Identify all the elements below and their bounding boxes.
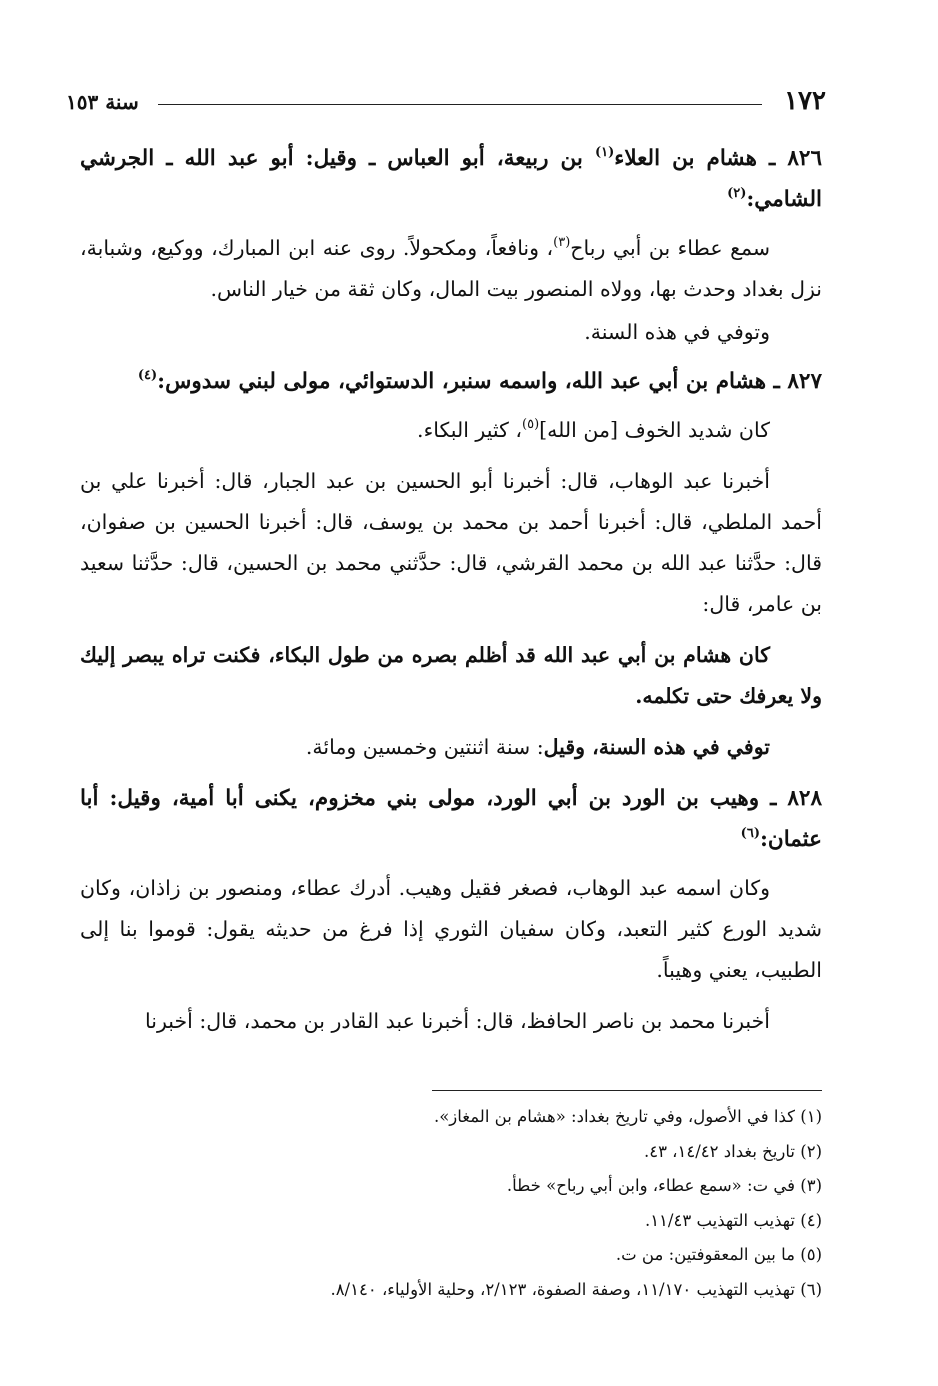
- header-rule: [158, 104, 762, 105]
- quote-paragraph: كان هشام بن أبي عبد الله قد أظلم بصره من طول البكاء، فكنت تراه يبصر إليك ولا يعرفك حتى تكلمه.: [80, 643, 822, 708]
- footnote-ref: (٢): [727, 186, 747, 201]
- footnote-ref: (١): [594, 145, 615, 160]
- footnote-5: (٥) ما بين المعقوفتين: من ت.: [615, 1245, 822, 1264]
- footnotes: [80, 1100, 822, 1307]
- footnote-separator: [432, 1090, 822, 1091]
- paragraph: توفي في هذه السنة، وقيل: سنة اثنتين وخمسين ومائة.: [305, 735, 770, 759]
- paragraph: وتوفي في هذه السنة.: [584, 320, 770, 344]
- footnote-ref: (٥): [522, 417, 540, 432]
- footnote-ref: (٣): [553, 235, 571, 250]
- footnote-6: (٦) تهذيب التهذيب ١١/١٧٠، وصفة الصفوة، ٢/١٢٣، وحلية الأولياء، ٨/١٤٠.: [330, 1279, 822, 1299]
- footnote-4: (٤) تهذيب التهذيب ١١/٤٣.: [644, 1210, 822, 1230]
- entry-heading-826: ٨٢٦ ـ هشام بن العلاء$^{(١)}$ بن ربيعة، أبو العباس ـ وقيل: أبو عبد الله ـ الجرشي الشامي:$^{(٢)}$: [80, 145, 822, 212]
- footnote-ref: (٦): [740, 826, 760, 841]
- page-number: ١٧٢: [784, 86, 826, 116]
- isnad-paragraph: أخبرنا محمد بن ناصر الحافظ، قال: أخبرنا عبد القادر بن محمد، قال: أخبرنا: [145, 1009, 770, 1033]
- page-header: [66, 84, 826, 120]
- paragraph: كان شديد الخوف [من الله]$^{(٥)}$، كثير البكاء.: [417, 417, 770, 442]
- entry-heading-827: ٨٢٧ ـ هشام بن أبي عبد الله، واسمه سنبر، الدستوائي، مولى لبني سدوس:$^{(٤)}$: [137, 368, 822, 394]
- running-head-year: سنة ١٥٣: [66, 90, 139, 114]
- paragraph: وكان اسمه عبد الوهاب، فصغر فقيل وهيب. أدرك عطاء، ومنصور بن زاذان، وكان شديد الورع كثير التعبد، وكان سفيان الثوري إذا فرغ من حديثه يقول: قوموا بنا إلى الطبيب، يعني وهيباً.: [80, 876, 822, 982]
- footnote-ref: (٤): [137, 368, 158, 383]
- footnote-3: (٣) في ت: «سمع عطاء، وابن أبي رباح» خطأ.: [506, 1176, 822, 1195]
- entry-heading-828: ٨٢٨ ـ وهيب بن الورد بن أبي الورد، مولى بني مخزوم، يكنى أبا أمية، وقيل: أبا عثمان:$^{(٦)}$: [80, 786, 822, 852]
- paragraph: سمع عطاء بن أبي رباح$^{(٣)}$، ونافعاً، ومكحولاً. روى عنه ابن المبارك، ووكيع، وشبابة، نزل بغداد وحدث بها، وولاه المنصور بيت المال، وكان ثقة من خيار الناس.: [80, 235, 822, 301]
- isnad-paragraph: أخبرنا عبد الوهاب، قال: أخبرنا أبو الحسين بن عبد الجبار، قال: أخبرنا علي بن أحمد الملطي، قال: أخبرنا أحمد بن محمد بن يوسف، قال: أخبرنا الحسين بن صفوان، قال: حدَّثنا عبد الله بن محمد القرشي، قال: حدَّثني محمد بن الحسين، قال: حدَّثنا سعيد بن عامر، قال:: [80, 469, 822, 616]
- footnote-1: (١) كذا في الأصول، وفي تاريخ بغداد: «هشام بن المغاز».: [433, 1107, 822, 1126]
- footnote-2: (٢) تاريخ بغداد ١٤/٤٢، ٤٣.: [643, 1141, 822, 1161]
- main-text: [80, 138, 822, 1052]
